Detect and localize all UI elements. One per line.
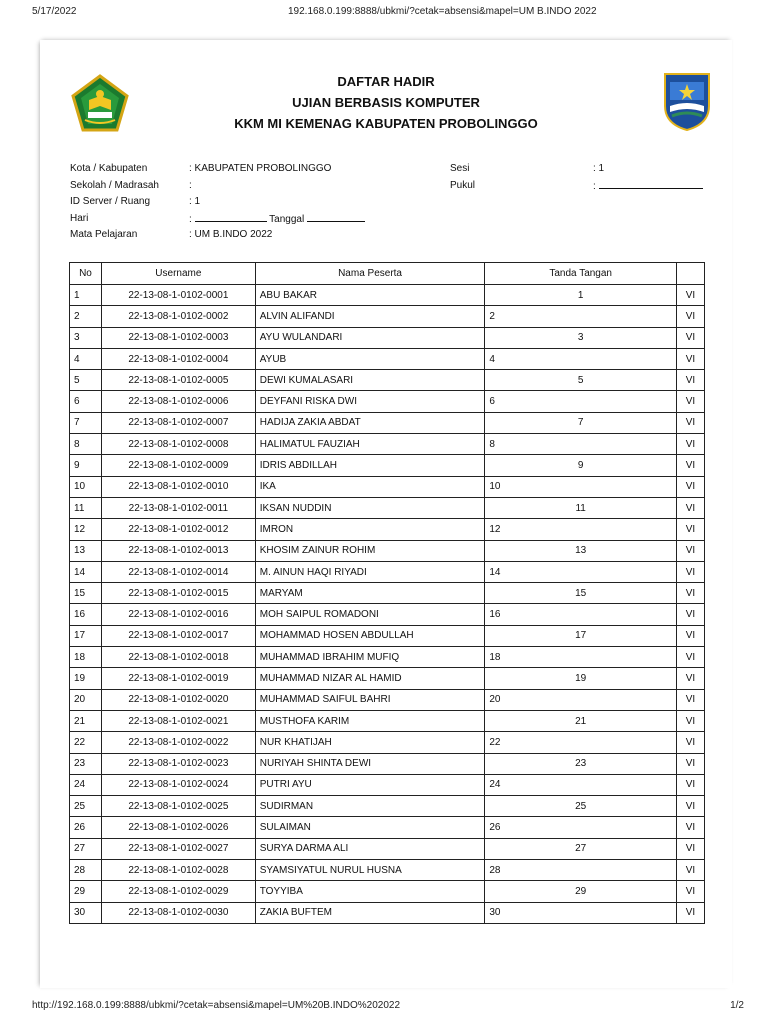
sesi-label: Sesi <box>450 163 470 174</box>
row-signature: 9 <box>485 455 677 476</box>
row-username: 22-13-08-1-0102-0018 <box>101 647 255 668</box>
row-username: 22-13-08-1-0102-0030 <box>101 902 255 923</box>
row-name: IKSAN NUDDIN <box>255 497 485 518</box>
row-class: VI <box>677 540 705 561</box>
row-name: MARYAM <box>255 583 485 604</box>
row-name: DEWI KUMALASARI <box>255 370 485 391</box>
row-class: VI <box>677 583 705 604</box>
row-username: 22-13-08-1-0102-0001 <box>101 285 255 306</box>
row-class: VI <box>677 497 705 518</box>
row-class: VI <box>677 774 705 795</box>
table-row <box>70 540 705 561</box>
hari-field <box>189 211 365 229</box>
table-row <box>70 668 705 689</box>
table-row <box>70 881 705 902</box>
row-name: HALIMATUL FAUZIAH <box>255 434 485 455</box>
table-row <box>70 604 705 625</box>
row-signature: 29 <box>485 881 677 902</box>
row-signature: 18 <box>485 647 677 668</box>
row-username: 22-13-08-1-0102-0020 <box>101 689 255 710</box>
header-tanda-tangan: Tanda Tangan <box>485 263 677 285</box>
row-name: KHOSIM ZAINUR ROHIM <box>255 540 485 561</box>
row-username: 22-13-08-1-0102-0008 <box>101 434 255 455</box>
row-class: VI <box>677 625 705 646</box>
table-row <box>70 796 705 817</box>
title-line-3: KKM MI KEMENAG KABUPATEN PROBOLINGGO <box>234 116 538 131</box>
row-class: VI <box>677 412 705 433</box>
table-row <box>70 689 705 710</box>
row-no: 10 <box>70 476 102 497</box>
row-name: PUTRI AYU <box>255 774 485 795</box>
row-class: VI <box>677 476 705 497</box>
row-class: VI <box>677 732 705 753</box>
row-signature: 6 <box>485 391 677 412</box>
row-username: 22-13-08-1-0102-0012 <box>101 519 255 540</box>
table-row <box>70 774 705 795</box>
server-label: ID Server / Ruang <box>70 196 151 207</box>
server-value: : 1 <box>189 196 201 207</box>
row-no: 26 <box>70 817 102 838</box>
row-name: MUHAMMAD IBRAHIM MUFIQ <box>255 647 485 668</box>
row-signature: 5 <box>485 370 677 391</box>
row-no: 18 <box>70 647 102 668</box>
attendance-sheet <box>40 40 732 988</box>
row-signature: 27 <box>485 838 677 859</box>
row-username: 22-13-08-1-0102-0002 <box>101 306 255 327</box>
row-no: 2 <box>70 306 102 327</box>
row-no: 9 <box>70 455 102 476</box>
row-signature: 21 <box>485 710 677 731</box>
sekolah-value: : <box>189 179 192 191</box>
row-username: 22-13-08-1-0102-0010 <box>101 476 255 497</box>
row-signature: 11 <box>485 497 677 518</box>
table-row <box>70 647 705 668</box>
row-no: 28 <box>70 860 102 881</box>
row-class: VI <box>677 838 705 859</box>
row-name: IMRON <box>255 519 485 540</box>
row-no: 19 <box>70 668 102 689</box>
row-no: 23 <box>70 753 102 774</box>
row-no: 24 <box>70 774 102 795</box>
title-block <box>160 71 612 134</box>
row-class: VI <box>677 370 705 391</box>
row-name: AYU WULANDARI <box>255 327 485 348</box>
row-class: VI <box>677 306 705 327</box>
row-name: AYUB <box>255 348 485 369</box>
row-username: 22-13-08-1-0102-0011 <box>101 497 255 518</box>
row-name: NUR KHATIJAH <box>255 732 485 753</box>
row-username: 22-13-08-1-0102-0022 <box>101 732 255 753</box>
hari-prefix: : <box>189 213 192 225</box>
row-name: IDRIS ABDILLAH <box>255 455 485 476</box>
table-row <box>70 391 705 412</box>
row-signature: 17 <box>485 625 677 646</box>
row-no: 25 <box>70 796 102 817</box>
kota-label: Kota / Kabupaten <box>70 163 148 174</box>
row-class: VI <box>677 753 705 774</box>
row-signature: 8 <box>485 434 677 455</box>
row-signature: 14 <box>485 561 677 582</box>
row-name: SYAMSIYATUL NURUL HUSNA <box>255 860 485 881</box>
row-no: 5 <box>70 370 102 391</box>
row-name: MUHAMMAD SAIFUL BAHRI <box>255 689 485 710</box>
header-nama: Nama Peserta <box>255 263 485 285</box>
title-line-2: UJIAN BERBASIS KOMPUTER <box>292 95 480 110</box>
sekolah-label: Sekolah / Madrasah <box>70 179 159 191</box>
row-class: VI <box>677 391 705 412</box>
header-kelas <box>677 263 705 285</box>
table-row <box>70 817 705 838</box>
mapel-value: : UM B.INDO 2022 <box>189 229 273 240</box>
row-no: 29 <box>70 881 102 902</box>
row-class: VI <box>677 348 705 369</box>
row-no: 17 <box>70 625 102 646</box>
header-no: No <box>70 263 102 285</box>
mapel-label: Mata Pelajaran <box>70 229 138 240</box>
row-no: 21 <box>70 710 102 731</box>
table-row <box>70 412 705 433</box>
row-no: 7 <box>70 412 102 433</box>
row-username: 22-13-08-1-0102-0003 <box>101 327 255 348</box>
table-row <box>70 476 705 497</box>
row-signature: 4 <box>485 348 677 369</box>
row-signature: 1 <box>485 285 677 306</box>
print-url: 192.168.0.199:8888/ubkmi/?cetak=absensi&mapel=UM B.INDO 2022 <box>288 6 597 17</box>
row-name: IKA <box>255 476 485 497</box>
row-no: 8 <box>70 434 102 455</box>
row-no: 15 <box>70 583 102 604</box>
row-class: VI <box>677 434 705 455</box>
table-row <box>70 902 705 923</box>
table-row <box>70 455 705 476</box>
row-signature: 10 <box>485 476 677 497</box>
row-signature: 25 <box>485 796 677 817</box>
row-signature: 12 <box>485 519 677 540</box>
row-username: 22-13-08-1-0102-0019 <box>101 668 255 689</box>
row-name: SUDIRMAN <box>255 796 485 817</box>
row-signature: 13 <box>485 540 677 561</box>
pukul-field <box>593 178 703 196</box>
row-class: VI <box>677 796 705 817</box>
row-username: 22-13-08-1-0102-0017 <box>101 625 255 646</box>
row-signature: 26 <box>485 817 677 838</box>
pukul-label: Pukul <box>450 179 476 191</box>
table-row <box>70 753 705 774</box>
row-signature: 28 <box>485 860 677 881</box>
print-date: 5/17/2022 <box>32 6 77 17</box>
row-class: VI <box>677 881 705 902</box>
row-class: VI <box>677 710 705 731</box>
row-no: 6 <box>70 391 102 412</box>
page-number: 1/2 <box>730 1000 744 1011</box>
row-username: 22-13-08-1-0102-0023 <box>101 753 255 774</box>
row-name: MUSTHOFA KARIM <box>255 710 485 731</box>
table-row <box>70 583 705 604</box>
row-class: VI <box>677 668 705 689</box>
row-name: MOH SAIPUL ROMADONI <box>255 604 485 625</box>
sesi-value: : 1 <box>593 163 605 174</box>
table-row <box>70 285 705 306</box>
table-row <box>70 625 705 646</box>
row-no: 30 <box>70 902 102 923</box>
row-name: SULAIMAN <box>255 817 485 838</box>
row-signature: 24 <box>485 774 677 795</box>
row-class: VI <box>677 327 705 348</box>
row-username: 22-13-08-1-0102-0027 <box>101 838 255 859</box>
row-name: MUHAMMAD NIZAR AL HAMID <box>255 668 485 689</box>
row-username: 22-13-08-1-0102-0009 <box>101 455 255 476</box>
tanggal-blank <box>307 211 365 222</box>
kota-value: : KABUPATEN PROBOLINGGO <box>189 163 332 174</box>
row-class: VI <box>677 647 705 668</box>
table-row <box>70 306 705 327</box>
row-class: VI <box>677 860 705 881</box>
row-class: VI <box>677 689 705 710</box>
row-name: SURYA DARMA ALI <box>255 838 485 859</box>
row-username: 22-13-08-1-0102-0021 <box>101 710 255 731</box>
row-class: VI <box>677 604 705 625</box>
header-username: Username <box>101 263 255 285</box>
table-row <box>70 370 705 391</box>
row-name: HADIJA ZAKIA ABDAT <box>255 412 485 433</box>
row-username: 22-13-08-1-0102-0026 <box>101 817 255 838</box>
table-row <box>70 561 705 582</box>
row-class: VI <box>677 519 705 540</box>
row-no: 12 <box>70 519 102 540</box>
footer-url: http://192.168.0.199:8888/ubkmi/?cetak=absensi&mapel=UM%20B.INDO%202022 <box>32 1000 401 1011</box>
pukul-blank <box>599 178 703 189</box>
table-row <box>70 732 705 753</box>
row-name: DEYFANI RISKA DWI <box>255 391 485 412</box>
print-header <box>32 6 744 22</box>
row-class: VI <box>677 285 705 306</box>
row-class: VI <box>677 455 705 476</box>
row-class: VI <box>677 561 705 582</box>
row-no: 27 <box>70 838 102 859</box>
row-class: VI <box>677 902 705 923</box>
row-name: ALVIN ALIFANDI <box>255 306 485 327</box>
row-name: MOHAMMAD HOSEN ABDULLAH <box>255 625 485 646</box>
row-username: 22-13-08-1-0102-0014 <box>101 561 255 582</box>
row-username: 22-13-08-1-0102-0015 <box>101 583 255 604</box>
row-username: 22-13-08-1-0102-0004 <box>101 348 255 369</box>
pukul-value: : <box>593 180 596 192</box>
table-body <box>70 285 705 924</box>
row-no: 14 <box>70 561 102 582</box>
exam-info <box>70 161 710 244</box>
table-row <box>70 838 705 859</box>
table-row <box>70 327 705 348</box>
row-no: 16 <box>70 604 102 625</box>
table-header-row <box>70 263 705 285</box>
row-username: 22-13-08-1-0102-0029 <box>101 881 255 902</box>
row-name: TOYYIBA <box>255 881 485 902</box>
row-name: ABU BAKAR <box>255 285 485 306</box>
table-row <box>70 434 705 455</box>
row-name: ZAKIA BUFTEM <box>255 902 485 923</box>
table-row <box>70 519 705 540</box>
row-username: 22-13-08-1-0102-0005 <box>101 370 255 391</box>
row-no: 20 <box>70 689 102 710</box>
row-username: 22-13-08-1-0102-0025 <box>101 796 255 817</box>
title-line-1: DAFTAR HADIR <box>337 74 435 89</box>
row-username: 22-13-08-1-0102-0013 <box>101 540 255 561</box>
hari-blank <box>195 211 267 222</box>
row-no: 22 <box>70 732 102 753</box>
row-signature: 16 <box>485 604 677 625</box>
row-signature: 7 <box>485 412 677 433</box>
row-username: 22-13-08-1-0102-0024 <box>101 774 255 795</box>
kemenag-logo-icon <box>69 74 131 136</box>
row-signature: 22 <box>485 732 677 753</box>
row-no: 4 <box>70 348 102 369</box>
row-signature: 23 <box>485 753 677 774</box>
table-row <box>70 710 705 731</box>
row-signature: 2 <box>485 306 677 327</box>
table-row <box>70 497 705 518</box>
attendance-table <box>69 262 705 924</box>
row-name: NURIYAH SHINTA DEWI <box>255 753 485 774</box>
row-class: VI <box>677 817 705 838</box>
row-name: M. AINUN HAQI RIYADI <box>255 561 485 582</box>
table-row <box>70 348 705 369</box>
row-username: 22-13-08-1-0102-0028 <box>101 860 255 881</box>
row-signature: 19 <box>485 668 677 689</box>
row-no: 13 <box>70 540 102 561</box>
row-signature: 15 <box>485 583 677 604</box>
tanggal-label: Tanggal <box>269 213 305 225</box>
probolinggo-crest-icon <box>662 70 712 132</box>
row-no: 3 <box>70 327 102 348</box>
row-username: 22-13-08-1-0102-0007 <box>101 412 255 433</box>
row-signature: 3 <box>485 327 677 348</box>
row-signature: 30 <box>485 902 677 923</box>
row-no: 11 <box>70 497 102 518</box>
print-footer <box>32 1000 744 1014</box>
row-signature: 20 <box>485 689 677 710</box>
row-username: 22-13-08-1-0102-0016 <box>101 604 255 625</box>
hari-label: Hari <box>70 212 89 224</box>
table-row <box>70 860 705 881</box>
row-no: 1 <box>70 285 102 306</box>
row-username: 22-13-08-1-0102-0006 <box>101 391 255 412</box>
